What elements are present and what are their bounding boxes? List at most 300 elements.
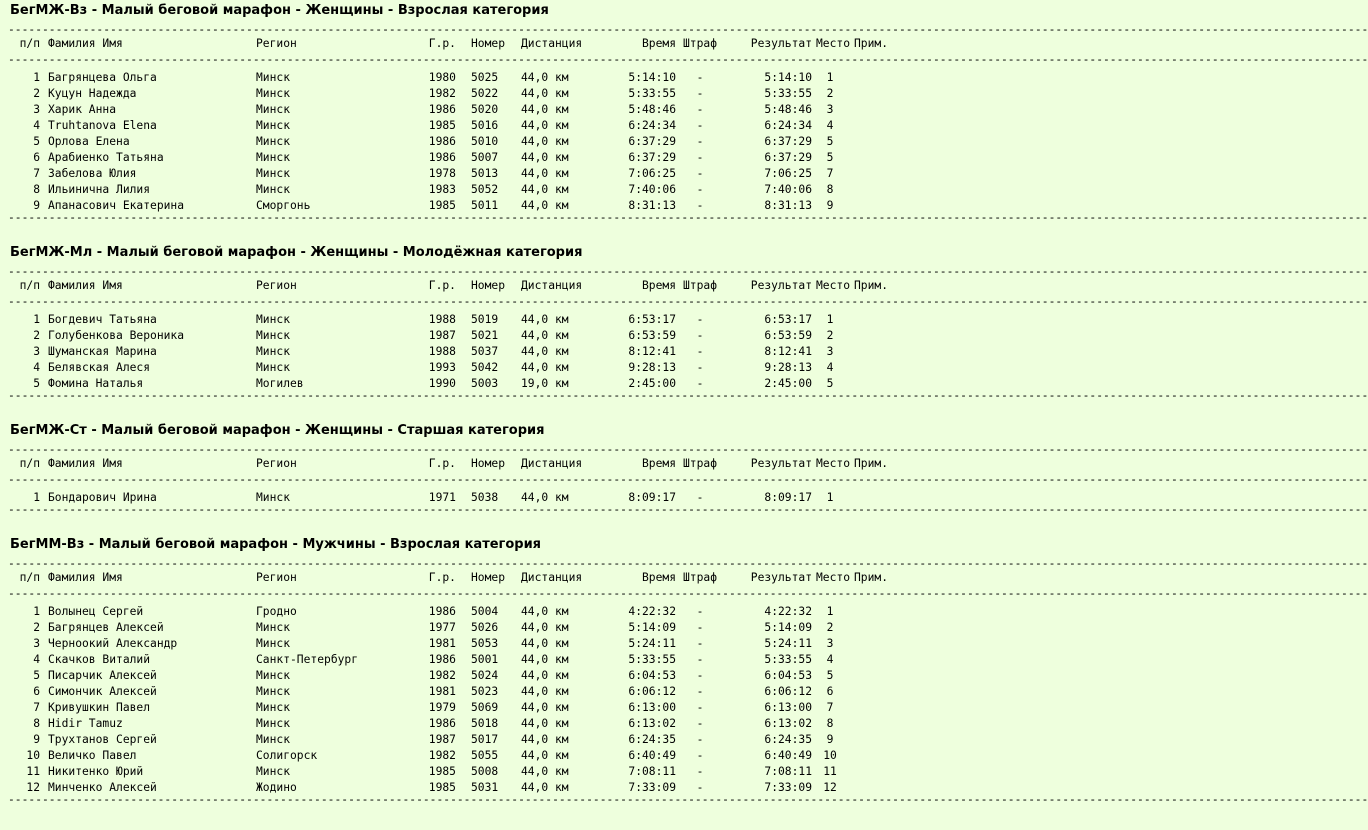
cell-n: 5: [33, 135, 40, 148]
cell-penalty: -: [696, 361, 704, 374]
cell-time: 8:12:41: [628, 345, 676, 358]
dashed-divider: --------------------------------------------------------------------------------------------------------------------------------------------------------------------------------------------------------: [8, 793, 1368, 806]
cell-result: 5:14:09: [764, 621, 812, 634]
table-header-row: [8, 36, 903, 52]
column-header-year: Г.р.: [428, 279, 456, 292]
cell-result: 7:33:09: [764, 781, 812, 794]
cell-penalty: -: [696, 637, 704, 650]
table-row: [8, 86, 903, 102]
cell-region: Могилев: [256, 377, 304, 390]
cell-year: 1982: [428, 87, 456, 100]
cell-n: 7: [33, 167, 40, 180]
cell-year: 1985: [428, 119, 456, 132]
cell-dist: 44,0 км: [521, 313, 569, 326]
cell-place: 2: [826, 621, 834, 634]
cell-name: Ильинична Лилия: [48, 183, 151, 196]
cell-result: 5:24:11: [764, 637, 812, 650]
cell-result: 9:28:13: [764, 361, 812, 374]
cell-dist: 44,0 км: [521, 361, 569, 374]
cell-region: Санкт-Петербург: [256, 653, 359, 666]
column-header-name: Фамилия Имя: [48, 279, 123, 292]
cell-year: 1987: [428, 329, 456, 342]
cell-place: 5: [826, 151, 834, 164]
cell-place: 3: [826, 103, 834, 116]
table-row: [8, 166, 903, 182]
cell-place: 4: [826, 361, 834, 374]
cell-result: 6:53:59: [764, 329, 812, 342]
cell-dist: 44,0 км: [521, 183, 569, 196]
cell-bib: 5037: [471, 345, 499, 358]
cell-bib: 5010: [471, 135, 499, 148]
column-header-time: Время: [641, 571, 676, 584]
cell-name: Truhtanova Elena: [48, 119, 157, 132]
table-row: [8, 684, 903, 700]
cell-bib: 5031: [471, 781, 499, 794]
cell-region: Минск: [256, 717, 291, 730]
table-row: [8, 198, 903, 214]
cell-place: 10: [823, 749, 837, 762]
table-row: [8, 102, 903, 118]
cell-n: 6: [33, 685, 40, 698]
cell-n: 3: [33, 103, 40, 116]
section-title: БегМЖ-Вз - Малый беговой марафон - Женщины - Взрослая категория: [10, 3, 549, 18]
cell-name: Забелова Юлия: [48, 167, 137, 180]
cell-name: Никитенко Юрий: [48, 765, 144, 778]
cell-dist: 44,0 км: [521, 781, 569, 794]
cell-time: 6:04:53: [628, 669, 676, 682]
cell-result: 6:53:17: [764, 313, 812, 326]
dashed-divider: --------------------------------------------------------------------------------------------------------------------------------------------------------------------------------------------------------: [8, 265, 1368, 278]
cell-region: Минск: [256, 119, 291, 132]
column-header-note: Прим.: [854, 571, 889, 584]
cell-region: Минск: [256, 71, 291, 84]
cell-place: 5: [826, 135, 834, 148]
cell-n: 4: [33, 653, 40, 666]
table-row: [8, 604, 903, 620]
cell-place: 2: [826, 87, 834, 100]
cell-bib: 5042: [471, 361, 499, 374]
cell-time: 7:06:25: [628, 167, 676, 180]
cell-year: 1982: [428, 669, 456, 682]
cell-result: 6:04:53: [764, 669, 812, 682]
table-row: [8, 716, 903, 732]
cell-region: Минск: [256, 669, 291, 682]
cell-year: 1990: [428, 377, 456, 390]
cell-dist: 44,0 км: [521, 167, 569, 180]
cell-name: Харик Анна: [48, 103, 117, 116]
cell-penalty: -: [696, 717, 704, 730]
cell-place: 1: [826, 313, 834, 326]
column-header-place: Место: [816, 571, 851, 584]
cell-name: Голубенкова Вероника: [48, 329, 185, 342]
cell-dist: 44,0 км: [521, 733, 569, 746]
cell-result: 8:31:13: [764, 199, 812, 212]
table-row: [8, 748, 903, 764]
cell-result: 6:06:12: [764, 685, 812, 698]
cell-dist: 44,0 км: [521, 605, 569, 618]
column-header-year: Г.р.: [428, 571, 456, 584]
cell-bib: 5004: [471, 605, 499, 618]
cell-bib: 5038: [471, 491, 499, 504]
cell-penalty: -: [696, 377, 704, 390]
cell-name: Величко Павел: [48, 749, 137, 762]
column-header-note: Прим.: [854, 457, 889, 470]
table-row: [8, 134, 903, 150]
cell-time: 5:14:09: [628, 621, 676, 634]
column-header-place: Место: [816, 457, 851, 470]
cell-region: Минск: [256, 151, 291, 164]
cell-region: Минск: [256, 621, 291, 634]
cell-dist: 44,0 км: [521, 765, 569, 778]
cell-year: 1983: [428, 183, 456, 196]
cell-penalty: -: [696, 653, 704, 666]
cell-year: 1978: [428, 167, 456, 180]
column-header-penalty: Штраф: [682, 457, 717, 470]
cell-penalty: -: [696, 781, 704, 794]
cell-bib: 5026: [471, 621, 499, 634]
cell-time: 6:24:34: [628, 119, 676, 132]
cell-time: 8:31:13: [628, 199, 676, 212]
cell-name: Минченко Алексей: [48, 781, 157, 794]
cell-time: 7:08:11: [628, 765, 676, 778]
column-header-penalty: Штраф: [682, 279, 717, 292]
table-row: [8, 636, 903, 652]
cell-penalty: -: [696, 151, 704, 164]
cell-place: 9: [826, 199, 834, 212]
cell-year: 1986: [428, 151, 456, 164]
cell-place: 4: [826, 119, 834, 132]
cell-time: 6:13:02: [628, 717, 676, 730]
cell-time: 6:13:00: [628, 701, 676, 714]
column-header-n: п/п: [19, 457, 40, 470]
column-header-name: Фамилия Имя: [48, 571, 123, 584]
table-header-row: [8, 456, 903, 472]
cell-year: 1981: [428, 685, 456, 698]
cell-year: 1985: [428, 765, 456, 778]
table-row: [8, 652, 903, 668]
cell-time: 5:33:55: [628, 87, 676, 100]
cell-place: 3: [826, 345, 834, 358]
dashed-divider: --------------------------------------------------------------------------------------------------------------------------------------------------------------------------------------------------------: [8, 211, 1368, 224]
cell-region: Минск: [256, 361, 291, 374]
cell-n: 8: [33, 183, 40, 196]
cell-penalty: -: [696, 621, 704, 634]
results-section: [8, 0, 1368, 224]
cell-penalty: -: [696, 733, 704, 746]
cell-bib: 5020: [471, 103, 499, 116]
cell-place: 12: [823, 781, 837, 794]
cell-region: Сморгонь: [256, 199, 311, 212]
cell-penalty: -: [696, 119, 704, 132]
cell-time: 5:14:10: [628, 71, 676, 84]
dashed-divider: --------------------------------------------------------------------------------------------------------------------------------------------------------------------------------------------------------: [8, 389, 1368, 402]
column-header-result: Результат: [750, 279, 812, 292]
column-header-result: Результат: [750, 571, 812, 584]
cell-result: 6:40:49: [764, 749, 812, 762]
cell-time: 6:53:59: [628, 329, 676, 342]
sections-container: [8, 0, 1368, 806]
cell-dist: 44,0 км: [521, 103, 569, 116]
cell-dist: 44,0 км: [521, 749, 569, 762]
cell-time: 2:45:00: [628, 377, 676, 390]
cell-bib: 5055: [471, 749, 499, 762]
cell-bib: 5016: [471, 119, 499, 132]
cell-name: Апанасович Екатерина: [48, 199, 185, 212]
cell-name: Богдевич Татьяна: [48, 313, 157, 326]
cell-result: 5:33:55: [764, 87, 812, 100]
dashed-divider: --------------------------------------------------------------------------------------------------------------------------------------------------------------------------------------------------------: [8, 503, 1368, 516]
cell-bib: 5052: [471, 183, 499, 196]
table-row: [8, 150, 903, 166]
cell-place: 2: [826, 329, 834, 342]
cell-name: Куцун Надежда: [48, 87, 137, 100]
cell-place: 8: [826, 717, 834, 730]
cell-region: Минск: [256, 167, 291, 180]
column-header-region: Регион: [256, 457, 297, 470]
cell-time: 4:22:32: [628, 605, 676, 618]
column-header-result: Результат: [750, 37, 812, 50]
table-row: [8, 376, 903, 392]
cell-name: Шуманская Марина: [48, 345, 157, 358]
column-header-bib: Номер: [471, 279, 506, 292]
cell-place: 11: [823, 765, 837, 778]
cell-dist: 44,0 км: [521, 685, 569, 698]
cell-region: Минск: [256, 701, 291, 714]
cell-bib: 5021: [471, 329, 499, 342]
cell-result: 8:12:41: [764, 345, 812, 358]
column-header-dist: Дистанция: [521, 37, 583, 50]
cell-region: Жодино: [256, 781, 297, 794]
table-row: [8, 328, 903, 344]
section-title: БегММ-Вз - Малый беговой марафон - Мужчины - Взрослая категория: [10, 537, 542, 552]
cell-time: 8:09:17: [628, 491, 676, 504]
cell-name: Багрянцева Ольга: [48, 71, 157, 84]
cell-result: 8:09:17: [764, 491, 812, 504]
cell-penalty: -: [696, 605, 704, 618]
cell-penalty: -: [696, 313, 704, 326]
cell-n: 11: [26, 765, 40, 778]
cell-n: 2: [33, 621, 40, 634]
table-row: [8, 344, 903, 360]
table-row: [8, 118, 903, 134]
cell-time: 5:24:11: [628, 637, 676, 650]
cell-year: 1980: [428, 71, 456, 84]
cell-region: Минск: [256, 765, 291, 778]
cell-place: 5: [826, 377, 834, 390]
cell-region: Минск: [256, 733, 291, 746]
cell-result: 6:37:29: [764, 151, 812, 164]
column-header-time: Время: [641, 457, 676, 470]
cell-penalty: -: [696, 183, 704, 196]
cell-place: 1: [826, 71, 834, 84]
cell-bib: 5069: [471, 701, 499, 714]
cell-time: 6:37:29: [628, 135, 676, 148]
cell-place: 9: [826, 733, 834, 746]
cell-bib: 5007: [471, 151, 499, 164]
cell-penalty: -: [696, 491, 704, 504]
cell-year: 1988: [428, 345, 456, 358]
cell-dist: 44,0 км: [521, 491, 569, 504]
cell-time: 6:53:17: [628, 313, 676, 326]
column-header-region: Регион: [256, 37, 297, 50]
table-row: [8, 360, 903, 376]
cell-penalty: -: [696, 199, 704, 212]
cell-time: 6:40:49: [628, 749, 676, 762]
cell-year: 1977: [428, 621, 456, 634]
cell-penalty: -: [696, 71, 704, 84]
cell-year: 1986: [428, 605, 456, 618]
cell-time: 7:40:06: [628, 183, 676, 196]
cell-bib: 5025: [471, 71, 499, 84]
column-header-note: Прим.: [854, 37, 889, 50]
column-header-bib: Номер: [471, 37, 506, 50]
results-section: [8, 242, 1368, 402]
cell-place: 5: [826, 669, 834, 682]
cell-penalty: -: [696, 669, 704, 682]
cell-dist: 44,0 км: [521, 329, 569, 342]
cell-n: 5: [33, 377, 40, 390]
cell-n: 1: [33, 313, 40, 326]
cell-place: 7: [826, 167, 834, 180]
cell-bib: 5003: [471, 377, 499, 390]
cell-time: 6:37:29: [628, 151, 676, 164]
cell-bib: 5018: [471, 717, 499, 730]
cell-n: 3: [33, 345, 40, 358]
column-header-dist: Дистанция: [521, 457, 583, 470]
cell-n: 4: [33, 361, 40, 374]
column-header-result: Результат: [750, 457, 812, 470]
cell-n: 7: [33, 701, 40, 714]
cell-bib: 5001: [471, 653, 499, 666]
dashed-divider: --------------------------------------------------------------------------------------------------------------------------------------------------------------------------------------------------------: [8, 557, 1368, 570]
column-header-dist: Дистанция: [521, 279, 583, 292]
column-header-time: Время: [641, 37, 676, 50]
cell-n: 8: [33, 717, 40, 730]
cell-result: 6:13:02: [764, 717, 812, 730]
cell-year: 1985: [428, 781, 456, 794]
cell-place: 7: [826, 701, 834, 714]
column-header-bib: Номер: [471, 571, 506, 584]
cell-bib: 5013: [471, 167, 499, 180]
cell-penalty: -: [696, 135, 704, 148]
table-row: [8, 182, 903, 198]
table-row: [8, 780, 903, 796]
column-header-place: Место: [816, 279, 851, 292]
cell-dist: 44,0 км: [521, 345, 569, 358]
cell-penalty: -: [696, 765, 704, 778]
cell-result: 7:06:25: [764, 167, 812, 180]
cell-time: 6:06:12: [628, 685, 676, 698]
column-header-year: Г.р.: [428, 457, 456, 470]
cell-dist: 44,0 км: [521, 151, 569, 164]
cell-dist: 44,0 км: [521, 199, 569, 212]
cell-n: 3: [33, 637, 40, 650]
cell-penalty: -: [696, 87, 704, 100]
table-row: [8, 312, 903, 328]
cell-dist: 44,0 км: [521, 701, 569, 714]
dashed-divider: --------------------------------------------------------------------------------------------------------------------------------------------------------------------------------------------------------: [8, 443, 1368, 456]
cell-region: Минск: [256, 183, 291, 196]
cell-place: 3: [826, 637, 834, 650]
cell-year: 1982: [428, 749, 456, 762]
cell-time: 5:48:46: [628, 103, 676, 116]
cell-time: 7:33:09: [628, 781, 676, 794]
cell-name: Волынец Сергей: [48, 605, 144, 618]
cell-year: 1971: [428, 491, 456, 504]
cell-result: 6:24:34: [764, 119, 812, 132]
cell-name: Симончик Алексей: [48, 685, 157, 698]
cell-place: 1: [826, 491, 834, 504]
cell-name: Орлова Елена: [48, 135, 130, 148]
section-title: БегМЖ-Мл - Малый беговой марафон - Женщины - Молодёжная категория: [10, 245, 583, 260]
cell-year: 1993: [428, 361, 456, 374]
cell-result: 6:37:29: [764, 135, 812, 148]
column-header-year: Г.р.: [428, 37, 456, 50]
cell-name: Писарчик Алексей: [48, 669, 157, 682]
cell-region: Гродно: [256, 605, 297, 618]
cell-region: Минск: [256, 313, 291, 326]
table-row: [8, 70, 903, 86]
table-row: [8, 764, 903, 780]
cell-result: 6:24:35: [764, 733, 812, 746]
results-section: [8, 534, 1368, 806]
cell-bib: 5019: [471, 313, 499, 326]
cell-bib: 5011: [471, 199, 499, 212]
cell-n: 6: [33, 151, 40, 164]
dashed-divider: --------------------------------------------------------------------------------------------------------------------------------------------------------------------------------------------------------: [8, 473, 1368, 486]
cell-name: Hidir Tamuz: [48, 717, 123, 730]
cell-n: 4: [33, 119, 40, 132]
cell-penalty: -: [696, 103, 704, 116]
cell-name: Скачков Виталий: [48, 653, 151, 666]
column-header-bib: Номер: [471, 457, 506, 470]
table-row: [8, 668, 903, 684]
cell-n: 9: [33, 733, 40, 746]
cell-name: Багрянцев Алексей: [48, 621, 164, 634]
cell-dist: 44,0 км: [521, 637, 569, 650]
table-row: [8, 490, 903, 506]
cell-bib: 5023: [471, 685, 499, 698]
cell-region: Минск: [256, 103, 291, 116]
column-header-note: Прим.: [854, 279, 889, 292]
dashed-divider: --------------------------------------------------------------------------------------------------------------------------------------------------------------------------------------------------------: [8, 53, 1368, 66]
cell-bib: 5024: [471, 669, 499, 682]
cell-result: 4:22:32: [764, 605, 812, 618]
cell-bib: 5017: [471, 733, 499, 746]
cell-year: 1988: [428, 313, 456, 326]
cell-result: 5:48:46: [764, 103, 812, 116]
cell-time: 6:24:35: [628, 733, 676, 746]
cell-year: 1979: [428, 701, 456, 714]
cell-name: Белявская Алеся: [48, 361, 151, 374]
cell-name: Черноокий Александр: [48, 637, 178, 650]
cell-penalty: -: [696, 685, 704, 698]
cell-region: Минск: [256, 685, 291, 698]
dashed-divider: --------------------------------------------------------------------------------------------------------------------------------------------------------------------------------------------------------: [8, 587, 1368, 600]
cell-penalty: -: [696, 167, 704, 180]
cell-dist: 44,0 км: [521, 621, 569, 634]
cell-result: 6:13:00: [764, 701, 812, 714]
cell-dist: 44,0 км: [521, 71, 569, 84]
cell-place: 4: [826, 653, 834, 666]
cell-penalty: -: [696, 749, 704, 762]
column-header-name: Фамилия Имя: [48, 37, 123, 50]
cell-time: 9:28:13: [628, 361, 676, 374]
cell-penalty: -: [696, 701, 704, 714]
cell-bib: 5022: [471, 87, 499, 100]
cell-place: 8: [826, 183, 834, 196]
table-row: [8, 700, 903, 716]
